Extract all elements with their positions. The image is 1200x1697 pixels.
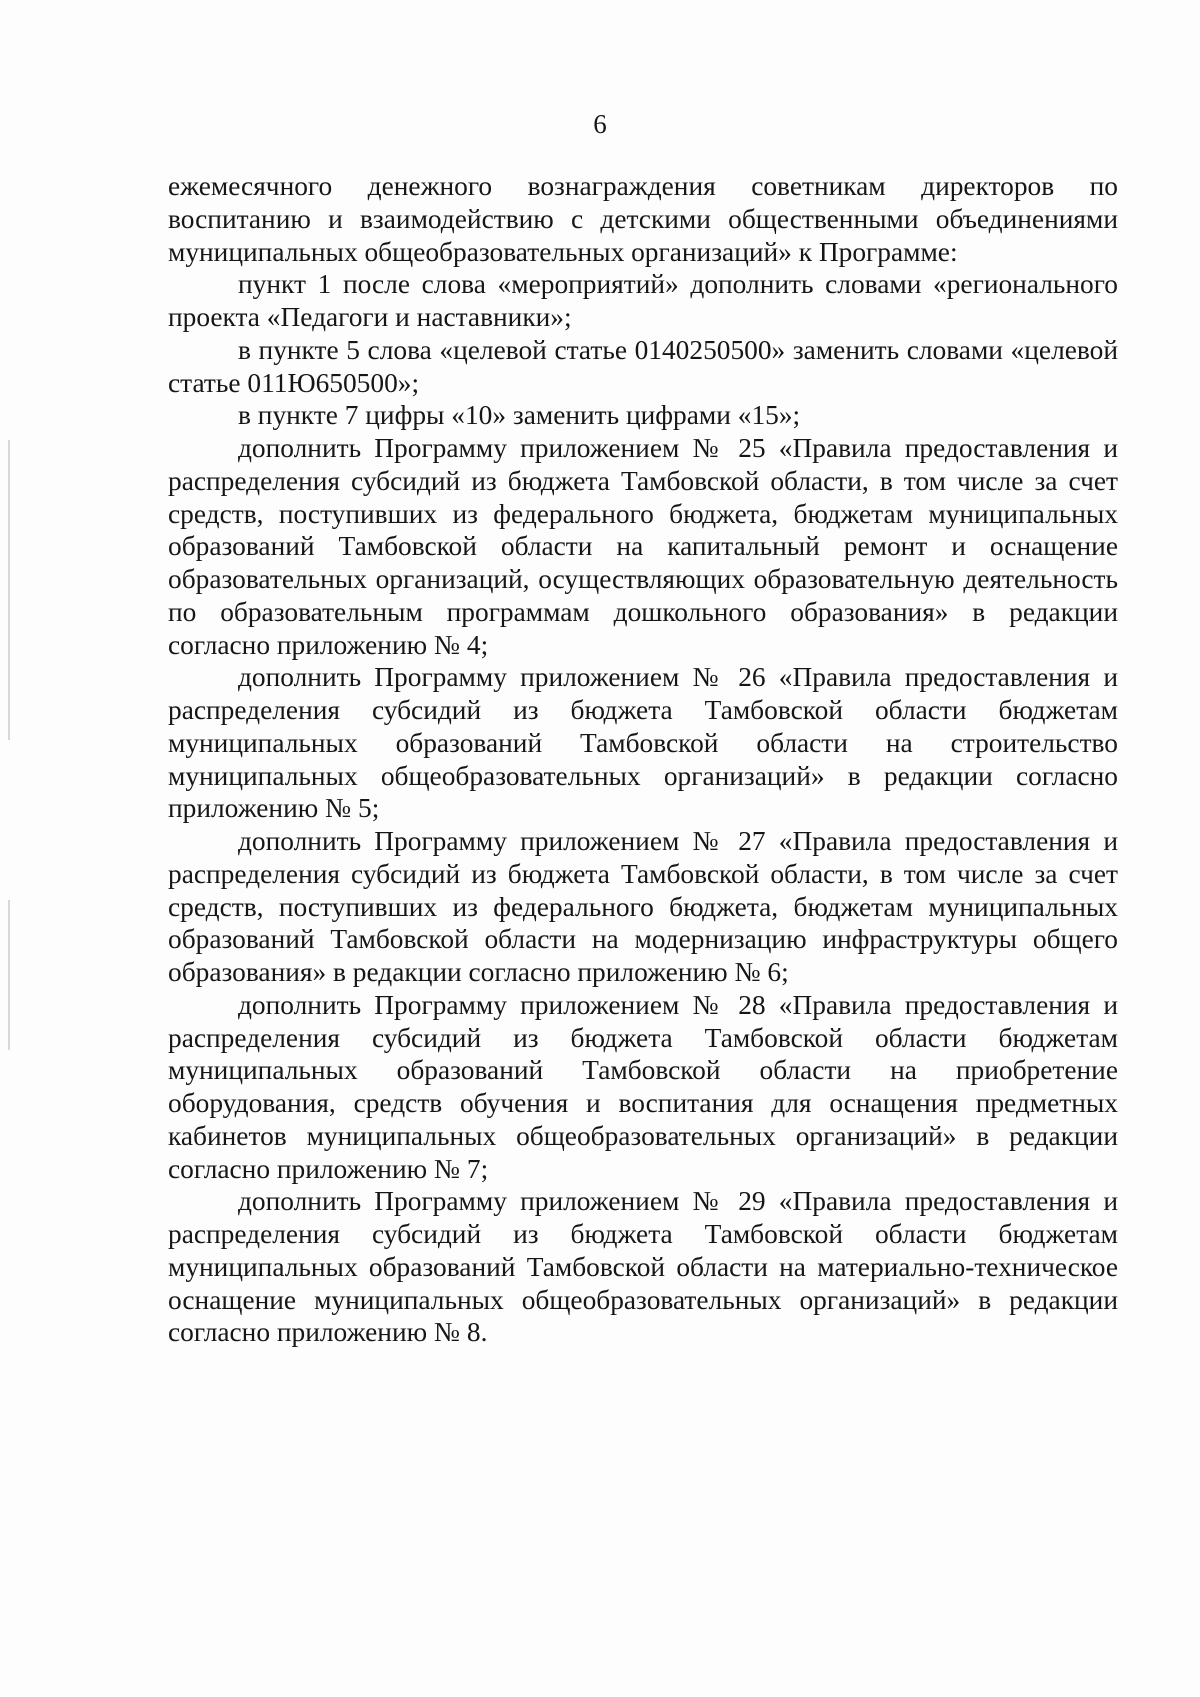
scan-edge-mark [8,900,10,1050]
paragraph-appendix-26: дополнить Программу приложением № 26 «Правила предоставления и распределения субсидий из бюджета Тамбовской области бюджетам муниципальных образований Тамбовской области на строительство муниципальных общеобразовательных организаций» в редакции согласно приложению № 5; [168,662,1118,824]
document-body [168,170,1118,1349]
paragraph-continuation: ежемесячного денежного вознаграждения советникам директоров по воспитанию и взаимодействию с детскими общественными объединениями муниципальных общеобразовательных организаций» к Программе: [168,171,1118,267]
paragraph-appendix-27: дополнить Программу приложением № 27 «Правила предоставления и распределения субсидий из бюджета Тамбовской области, в том числе за счет средств, поступивших из федерального бюджета, бюджетам муниципальных образований Тамбовской области на модернизацию инфраструктуры общего образования» в редакции согласно приложению № 6; [168,826,1118,987]
paragraph-appendix-28: дополнить Программу приложением № 28 «Правила предоставления и распределения субсидий из бюджета Тамбовской области бюджетам муниципальных образований Тамбовской области на приобретение оборудования, средств обучения и воспитания для оснащения предметных кабинетов муниципальных общеобразовательных организаций» в редакции согласно приложению № 7; [168,989,1118,1184]
paragraph-appendix-29: дополнить Программу приложением № 29 «Правила предоставления и распределения субсидий из бюджета Тамбовской области бюджетам муниципальных образований Тамбовской области на материально-техническое оснащение муниципальных общеобразовательных организаций» в редакции согласно приложению № 8. [168,1186,1118,1348]
paragraph-item-7: в пункте 7 цифры «10» заменить цифрами «15»; [238,400,801,431]
paragraph-item-1: пункт 1 после слова «мероприятий» дополнить словами «регионального проекта «Педагоги и наставники»; [168,269,1118,332]
scan-edge-mark [8,440,10,740]
paragraph-appendix-25: дополнить Программу приложением № 25 «Правила предоставления и распределения субсидий из бюджета Тамбовской области, в том числе за счет средств, поступивших из федерального бюджета, бюджетам муниципальных образований Тамбовской области на капитальный ремонт и оснащение образовательных организаций, осуществляющих образовательную деятельность по образовательным программам дошкольного образования» в редакции согласно приложению № 4; [168,433,1118,660]
page-number: 6 [593,109,607,139]
paragraph-item-5: в пункте 5 слова «целевой статье 0140250500» заменить словами «целевой статье 011Ю650500»; [168,334,1118,398]
